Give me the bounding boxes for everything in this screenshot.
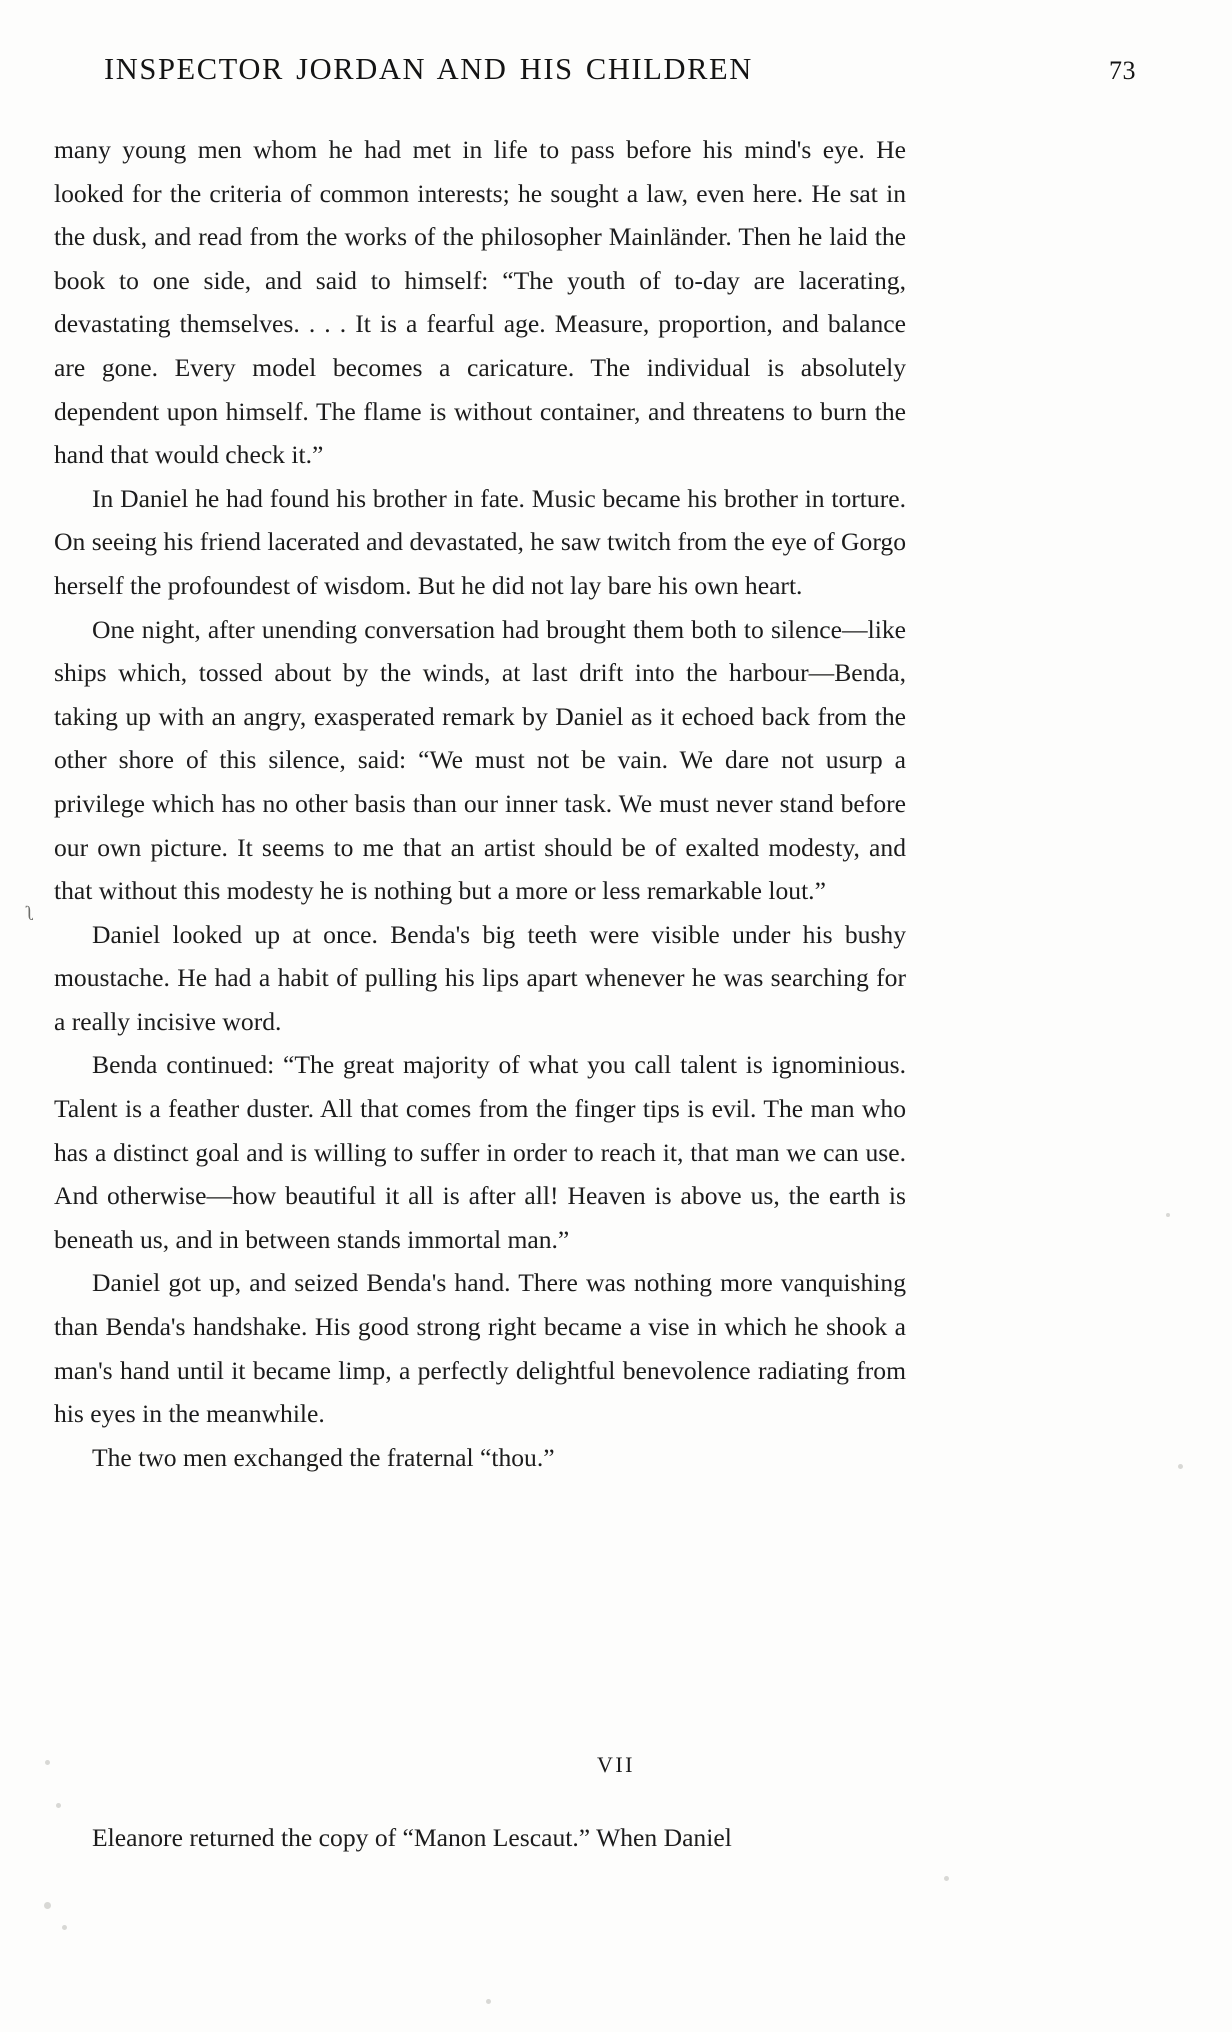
scan-speck: [44, 1902, 51, 1909]
paragraph: many young men whom he had met in life to pass before his mind's eye. He looked for the criteria of common interests; he sought a law, even here. He sat in the dusk, and read from the works of the philosopher Mainländer. Then he laid the book to one side, and said to himself: “The youth of to-day are lacerating, devastating themselves. . . . It is a fearful age. Measure, proportion, and balance are gone. Every model becomes a caricature. The individual is absolutely dependent upon himself. The flame is without container, and threatens to burn the hand that would check it.”: [54, 135, 906, 470]
scan-speck: [486, 1999, 491, 2004]
paragraph: In Daniel he had found his brother in fate. Music became his brother in torture. On seeing his friend lacerated and devastated, he saw twitch from the eye of Gorgo herself the profoundest of wisdom. But he did not lay bare his own heart.: [54, 483, 906, 600]
scan-speck: [1178, 1464, 1183, 1469]
scan-speck: [1166, 1213, 1170, 1217]
paragraph: The two men exchanged the fraternal “thou.”: [92, 1442, 555, 1472]
paragraph: Daniel got up, and seized Benda's hand. There was nothing more vanquishing than Benda's handshake. His good strong right became a vise in which he shook a man's hand until it became limp, a perfectly delightful benevolence radiating from his eyes in the meanwhile.: [54, 1268, 906, 1429]
scan-speck: [56, 1803, 61, 1808]
running-head: [104, 52, 1136, 87]
paragraph: Benda continued: “The great majority of what you call talent is ignominious. Talent is a feather duster. All that comes from the finger tips is evil. The man who has a distinct goal and is willing to suffer in order to reach it, that man we can use. And otherwise—how beautiful it all is after all! Heaven is above us, the earth is beneath us, and in between stands immortal man.”: [54, 1050, 906, 1254]
margin-mark: ʅ: [26, 903, 35, 925]
paragraph: One night, after unending conversation had brought them both to silence—like ships which, tossed about by the winds, at last drift into the harbour—Benda, taking up with an angry, exasperated remark by Daniel as it echoed back from the other shore of this silence, said: “We must not be vain. We dare not usurp a privilege which has no other basis than our inner task. We must never stand before our own picture. It seems to me that an artist should be of exalted modesty, and that without this modesty he is nothing but a more or less remarkable lout.”: [54, 614, 906, 906]
page-title: INSPECTOR JORDAN AND HIS CHILDREN: [104, 52, 753, 86]
scan-speck: [45, 1760, 50, 1765]
paragraph: Eleanore returned the copy of “Manon Lescaut.” When Daniel: [92, 1823, 732, 1852]
scan-speck: [62, 1925, 67, 1930]
scan-speck: [944, 1876, 949, 1881]
paragraph: Daniel looked up at once. Benda's big teeth were visible under his bushy moustache. He had a habit of pulling his lips apart whenever he was searching for a really incisive word.: [54, 919, 906, 1036]
body-text: [54, 128, 906, 1479]
page-number: 73: [1109, 56, 1136, 85]
closing-text: [54, 1816, 906, 1860]
section-number: VII: [596, 1752, 636, 1777]
